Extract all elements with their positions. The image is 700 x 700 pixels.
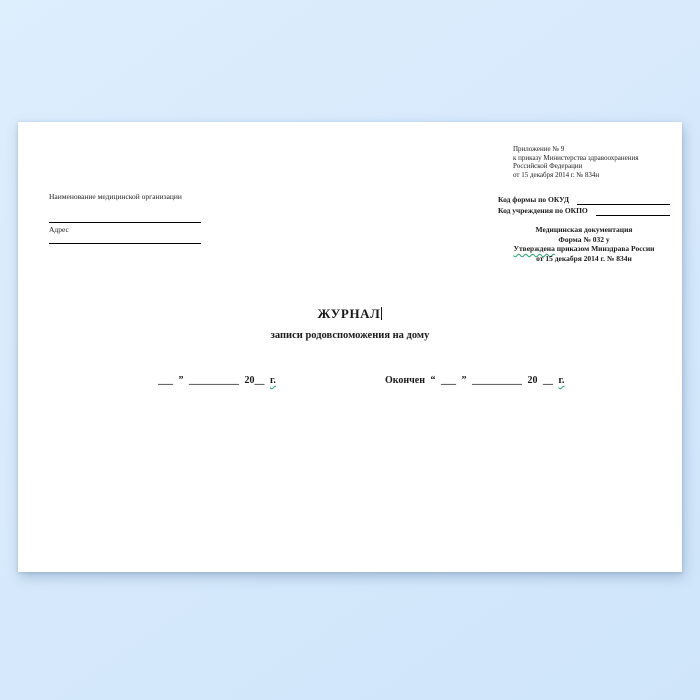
med-doc-line: Медицинская документация bbox=[535, 225, 633, 234]
appendix-line: к приказу Министерства здравоохранения bbox=[513, 153, 639, 162]
text-cursor bbox=[381, 307, 382, 320]
end-year-abbr-grammar-marked: г. bbox=[558, 375, 565, 386]
okpo-label: Код учреждения по ОКПО bbox=[498, 206, 588, 215]
appendix-reference-block bbox=[513, 145, 678, 179]
journal-subtitle: записи родовспоможения на дому bbox=[270, 330, 430, 341]
form-codes-block bbox=[498, 195, 670, 217]
journal-title: ЖУРНАЛ bbox=[317, 306, 381, 321]
med-doc-form-number: Форма № 032 у bbox=[558, 234, 610, 244]
begin-year-abbr-grammar-marked: г. bbox=[270, 375, 276, 386]
okud-label: Код формы по ОКУД bbox=[498, 195, 570, 204]
med-doc-approved-line bbox=[496, 244, 672, 254]
organization-name-label: Наименование медицинской организации bbox=[49, 192, 182, 201]
address-label: Адрес bbox=[49, 225, 69, 234]
okud-blank-field bbox=[577, 197, 670, 205]
okpo-blank-field bbox=[596, 208, 670, 216]
address-underline bbox=[49, 243, 201, 244]
begin-date-blanks: ___ ” __________ 20__ bbox=[158, 375, 265, 386]
okud-code-row bbox=[498, 195, 670, 205]
med-doc-order-date: от 15 декабря 2014 г. № 834н bbox=[536, 253, 632, 263]
end-date-line bbox=[385, 375, 564, 386]
appendix-line: Российской Федерации bbox=[513, 162, 583, 170]
end-date-blanks: Окончен “ ___ ” __________ 20 __ bbox=[385, 375, 554, 386]
okpo-code-row bbox=[498, 206, 670, 216]
approved-word-grammar-marked: Утверждена bbox=[513, 244, 555, 253]
organization-name-underline bbox=[49, 222, 201, 223]
appendix-line: Приложение № 9 bbox=[513, 145, 565, 153]
journal-title-row bbox=[18, 306, 682, 322]
medical-documentation-block bbox=[496, 225, 672, 263]
approved-rest: приказом Минздрава России bbox=[556, 244, 655, 253]
appendix-line: от 15 декабря 2014 г. № 834н bbox=[513, 170, 600, 179]
begin-date-line bbox=[158, 375, 276, 386]
document-page bbox=[18, 122, 682, 572]
